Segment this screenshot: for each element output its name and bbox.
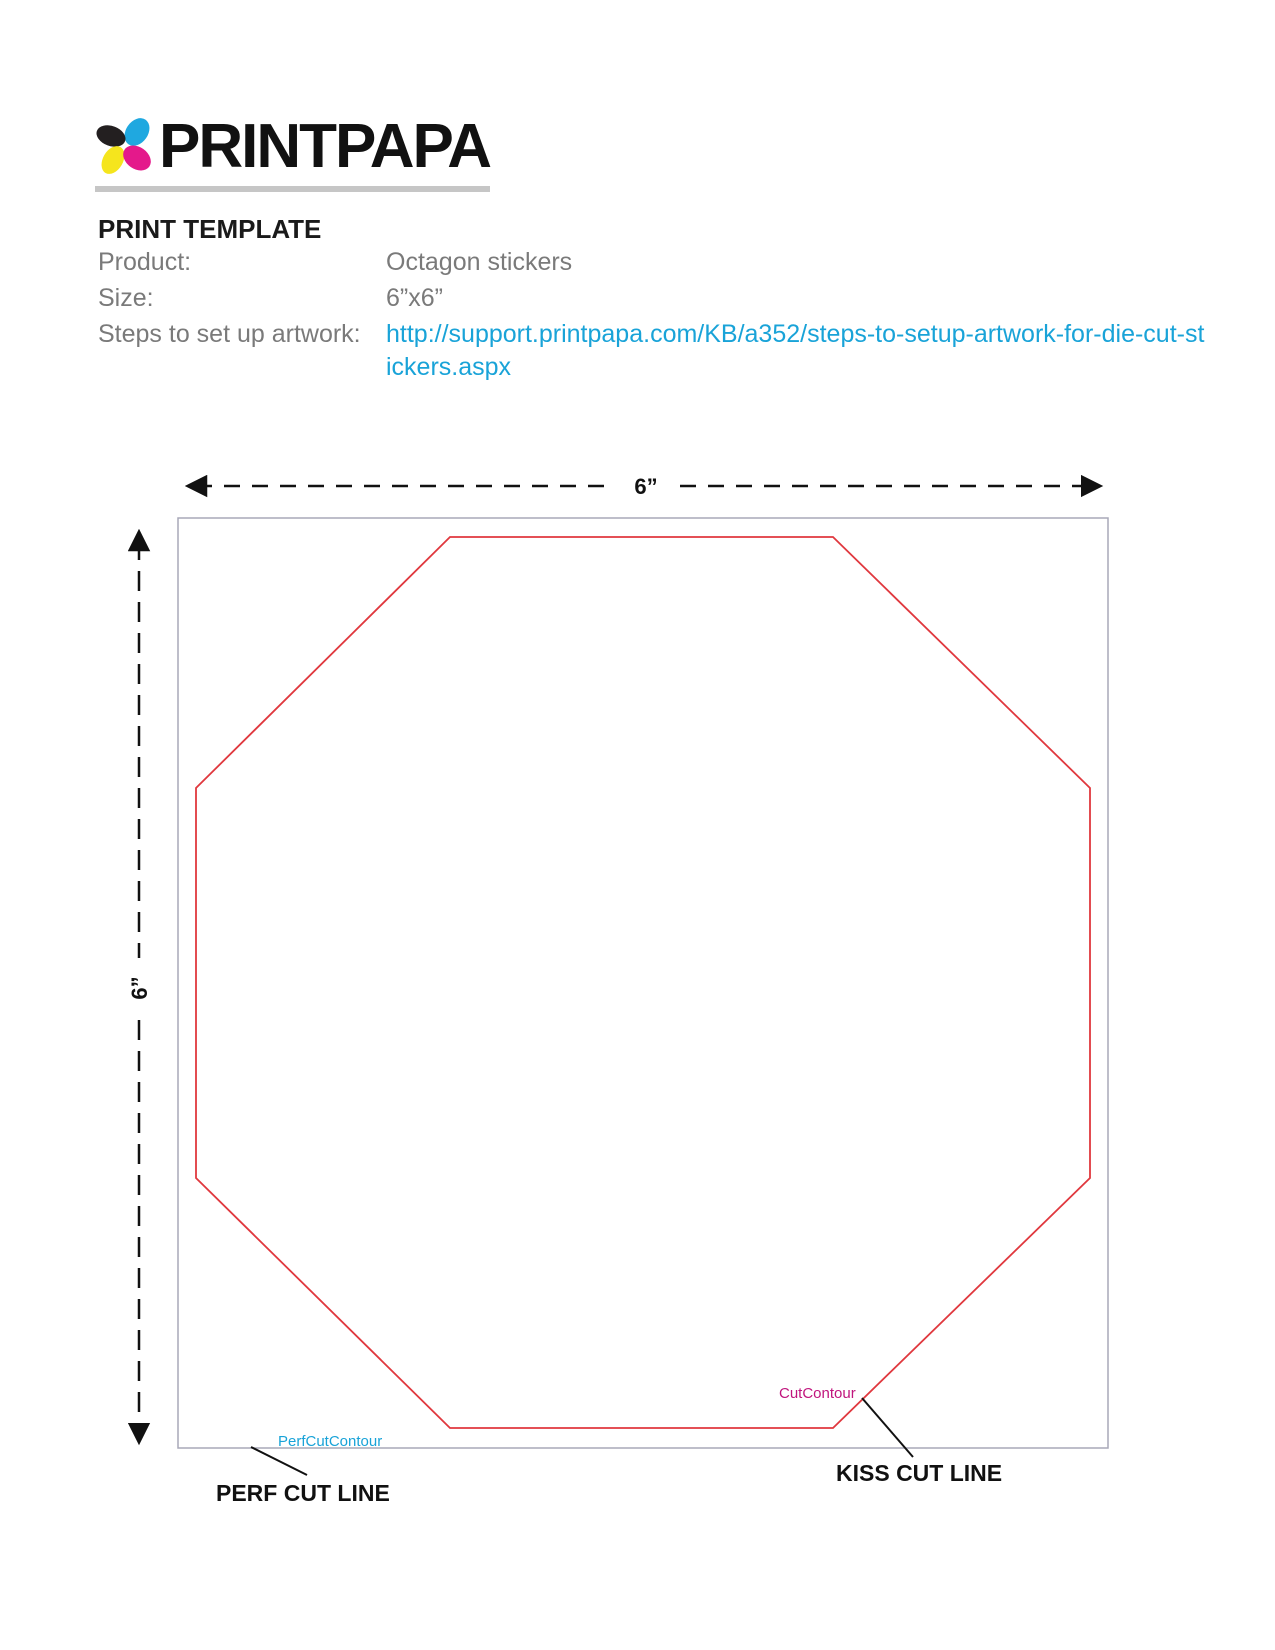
perf-cut-callout: PERF CUT LINE	[216, 1480, 390, 1506]
perf-cut-boundary	[178, 518, 1108, 1448]
size-label: Size:	[98, 284, 154, 312]
product-label: Product:	[98, 248, 192, 276]
kiss-cut-callout: KISS CUT LINE	[836, 1460, 1003, 1486]
perf-contour-label: PerfCutContour	[278, 1433, 383, 1450]
octagon-cut-contour	[196, 537, 1090, 1428]
steps-link[interactable]: http://support.printpapa.com/KB/a352/steps-to-setup-artwork-for-die-cut-stickers.aspx	[386, 320, 1205, 381]
brand-name: PRINTPAPA	[159, 112, 491, 181]
width-label: 6”	[634, 474, 658, 499]
perf-cut-leader	[251, 1447, 307, 1475]
size-value: 6”x6”	[386, 284, 443, 312]
steps-label: Steps to set up artwork:	[98, 320, 361, 348]
width-dimension	[196, 474, 1092, 499]
product-value: Octagon stickers	[386, 248, 573, 276]
cut-contour-label: CutContour	[779, 1385, 856, 1402]
page-title: PRINT TEMPLATE	[98, 214, 322, 244]
height-label: 6”	[127, 976, 152, 1000]
height-dimension	[127, 540, 152, 1434]
